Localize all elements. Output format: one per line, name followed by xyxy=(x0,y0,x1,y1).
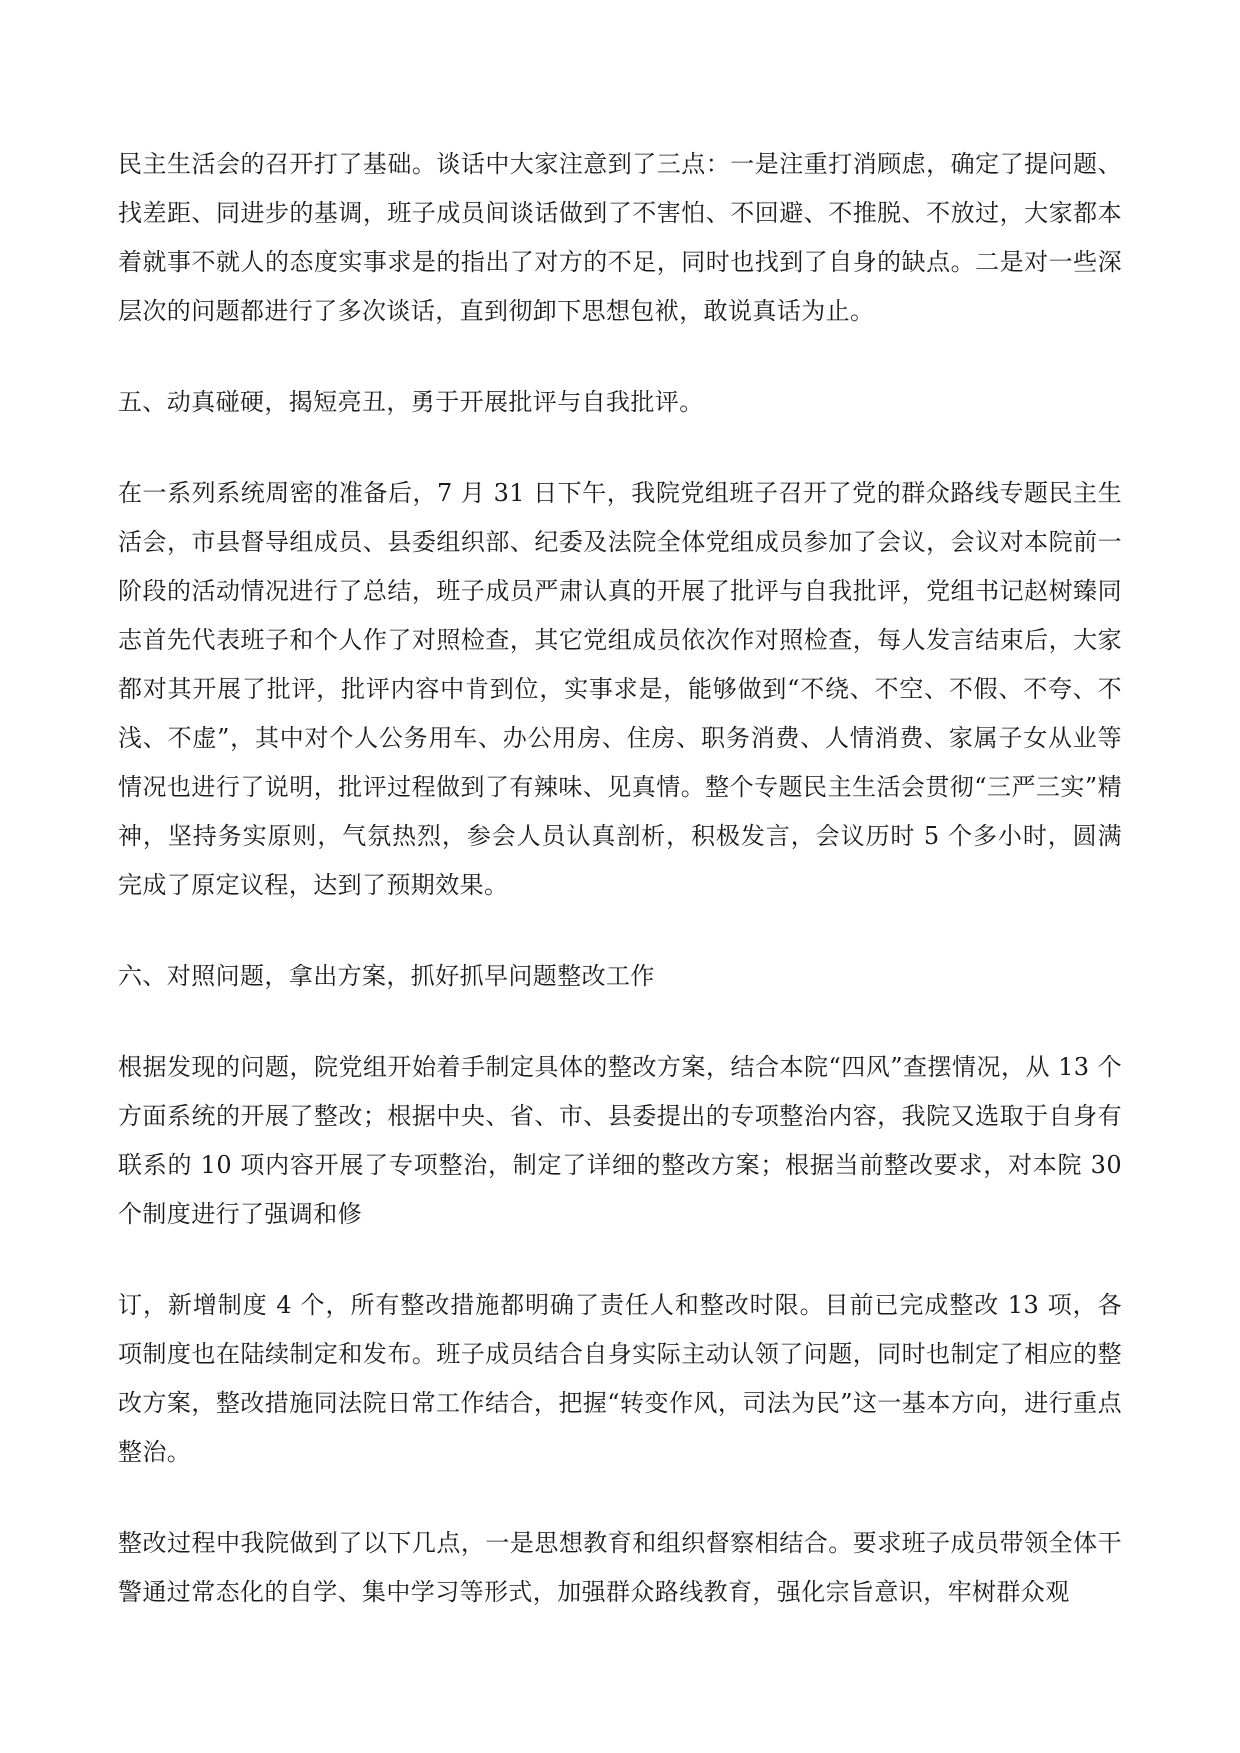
paragraph-4: 订，新增制度 4 个，所有整改措施都明确了责任人和整改时限。目前已完成整改 13 项，各项制度也在陆续制定和发布。班子成员结合自身实际主动认领了问题，同时也制定了相应的整改方案，整改措施同法院日常工作结合，把握“转变作风，司法为民”这一基本方向，进行重点整治。 xyxy=(118,1291,1122,1466)
paragraph-2: 在一系列系统周密的准备后，7 月 31 日下午，我院党组班子召开了党的群众路线专题民主生活会，市县督导组成员、县委组织部、纪委及法院全体党组成员参加了会议，会议对本院前一阶段的活动情况进行了总结，班子成员严肃认真的开展了批评与自我批评，党组书记赵树臻同志首先代表班子和个人作了对照检查，其它党组成员依次作对照检查，每人发言结束后，大家都对其开展了批评，批评内容中肯到位，实事求是，能够做到“不绕、不空、不假、不夸、不浅、不虚”，其中对个人公务用车、办公用房、住房、职务消费、人情消费、家属子女从业等情况也进行了说明，批评过程做到了有辣味、见真情。整个专题民主生活会贯彻“三严三实”精神，坚持务实原则，气氛热烈，参会人员认真剖析，积极发言，会议历时 5 个多小时，圆满完成了原定议程，达到了预期效果。 xyxy=(118,479,1122,899)
paragraph-5: 整改过程中我院做到了以下几点，一是思想教育和组织督察相结合。要求班子成员带领全体干警通过常态化的自学、集中学习等形式，加强群众路线教育，强化宗旨意识，牢树群众观 xyxy=(118,1529,1122,1606)
document-page xyxy=(118,140,1122,1617)
paragraph-1: 民主生活会的召开打了基础。谈话中大家注意到了三点：一是注重打消顾虑，确定了提问题、找差距、同进步的基调，班子成员间谈话做到了不害怕、不回避、不推脱、不放过，大家都本着就事不就人的态度实事求是的指出了对方的不足，同时也找到了自身的缺点。二是对一些深层次的问题都进行了多次谈话，直到彻卸下思想包袱，敢说真话为止。 xyxy=(118,150,1122,325)
section-heading-6: 六、对照问题，拿出方案，抓好抓早问题整改工作 xyxy=(118,962,655,990)
section-heading-5: 五、动真碰硬，揭短亮丑，勇于开展批评与自我批评。 xyxy=(118,388,704,416)
paragraph-3: 根据发现的问题，院党组开始着手制定具体的整改方案，结合本院“四风”查摆情况，从 13 个方面系统的开展了整改；根据中央、省、市、县委提出的专项整治内容，我院又选取于自身有联系的 10 项内容开展了专项整治，制定了详细的整改方案；根据当前整改要求，对本院 30 个制度进行了强调和修 xyxy=(118,1053,1122,1228)
